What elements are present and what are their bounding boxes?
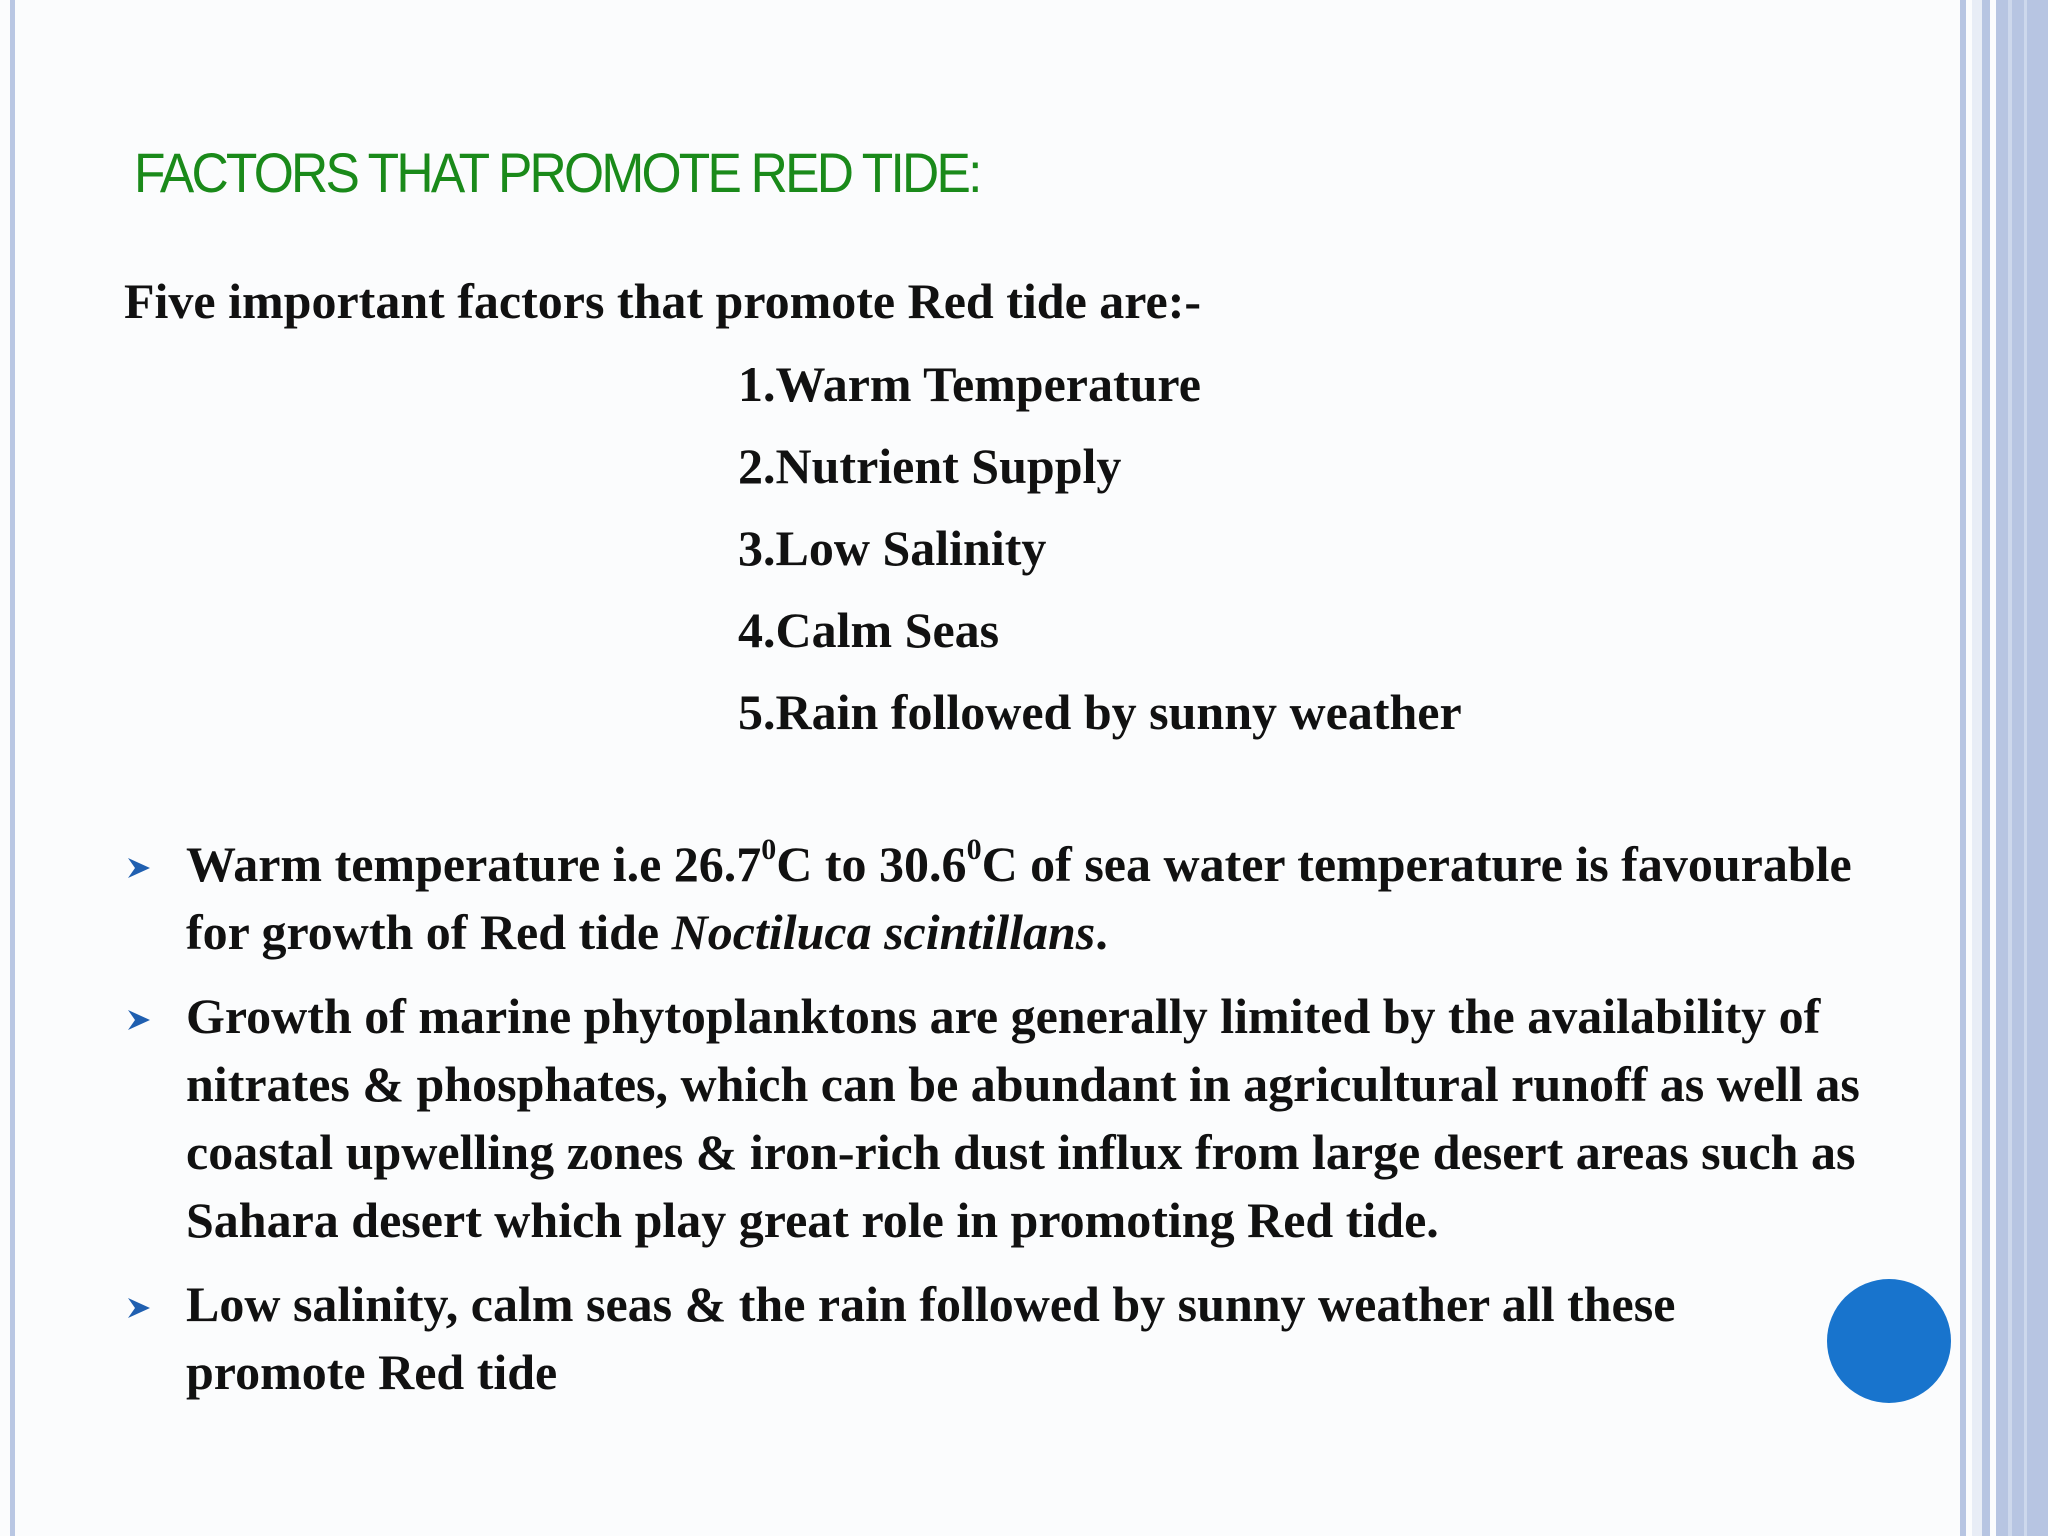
arrowhead-bullet-icon: [126, 1008, 152, 1032]
bullet-text: C to 30.6: [776, 836, 967, 892]
factor-item: 2.Nutrient Supply: [738, 438, 1122, 494]
superscript: 0: [761, 833, 777, 867]
factor-item: 3.Low Salinity: [738, 520, 1047, 576]
arrowhead-bullet-icon: [126, 856, 152, 880]
bullet-item: [124, 982, 1864, 1254]
bullet-text: Low salinity, calm seas & the rain followed by sunny weather all these promote Red tide: [186, 1276, 1676, 1400]
right-stripe: [2024, 0, 2027, 1536]
factor-list: [738, 352, 1462, 762]
right-stripe: [1972, 0, 1982, 1536]
blue-circle-decoration: [1827, 1279, 1951, 1403]
right-stripe: [2008, 0, 2012, 1536]
factor-item: 4.Calm Seas: [738, 602, 1000, 658]
bullet-text: .: [1095, 904, 1108, 960]
bullet-item: [124, 1270, 1864, 1406]
right-stripe: [1982, 0, 1990, 1536]
arrowhead-bullet-icon: [126, 1296, 152, 1320]
bullet-list: [124, 830, 1864, 1422]
right-stripe: [1960, 0, 1966, 1536]
superscript: 0: [966, 833, 982, 867]
bullet-text: C of sea water temperature is favourable for growth of Red tide: [186, 836, 1852, 960]
left-border-line: [10, 0, 15, 1536]
right-stripe: [1996, 0, 2048, 1536]
species-name: Noctiluca scintillans: [671, 904, 1096, 960]
bullet-text: Growth of marine phytoplanktons are generally limited by the availability of nitrates & phosphates, which can be abundant in agricultural runoff as well as coastal upwelling zones & iron-rich dust influx from large desert areas such as Sahara desert which play great role in promoting Red tide.: [186, 988, 1860, 1248]
bullet-item: [124, 830, 1864, 966]
factor-item: 1.Warm Temperature: [738, 356, 1201, 412]
factor-item: 5.Rain followed by sunny weather: [738, 684, 1462, 740]
intro-text: Five important factors that promote Red tide are:-: [124, 273, 1202, 329]
slide-title: FACTORS THAT PROMOTE RED TIDE:: [134, 141, 980, 204]
bullet-text: Warm temperature i.e 26.7: [186, 836, 762, 892]
